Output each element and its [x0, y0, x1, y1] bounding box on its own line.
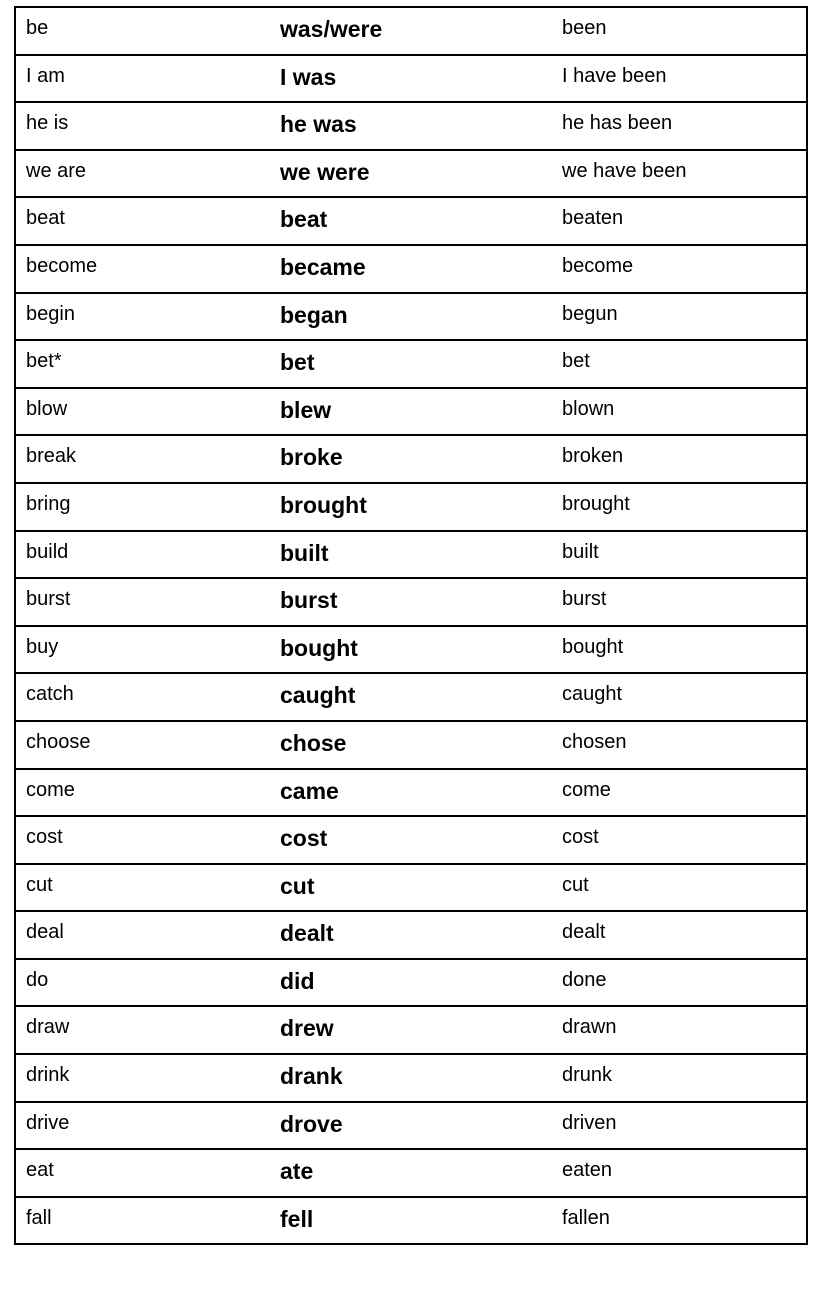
- past-simple-text: fell: [280, 1205, 314, 1232]
- past-participle-cell: [552, 816, 807, 864]
- past-simple-text: we were: [280, 158, 370, 185]
- table-row: [15, 340, 807, 388]
- base-form-text: choose: [26, 730, 91, 753]
- past-participle-cell: [552, 340, 807, 388]
- past-simple-cell: [270, 7, 552, 55]
- table-row: [15, 721, 807, 769]
- base-form-text: come: [26, 778, 75, 801]
- base-form-cell: [15, 55, 270, 103]
- past-simple-cell: [270, 626, 552, 674]
- base-form-text: burst: [26, 588, 71, 611]
- irregular-verbs-table: [14, 6, 808, 1245]
- past-simple-text: was/were: [280, 16, 383, 42]
- base-form-text: I am: [26, 64, 65, 87]
- past-participle-text: fallen: [562, 1206, 610, 1229]
- table-row: [15, 150, 807, 198]
- past-simple-cell: [270, 150, 552, 198]
- past-participle-cell: [552, 245, 807, 293]
- past-simple-text: did: [280, 967, 315, 994]
- past-participle-text: blown: [562, 397, 615, 420]
- base-form-cell: [15, 293, 270, 341]
- table-row: [15, 673, 807, 721]
- base-form-cell: [15, 626, 270, 674]
- base-form-text: fall: [26, 1206, 52, 1229]
- past-simple-cell: [270, 911, 552, 959]
- past-participle-cell: [552, 864, 807, 912]
- table-row: [15, 7, 807, 55]
- table-row: [15, 55, 807, 103]
- past-simple-text: burst: [280, 587, 338, 614]
- table-row: [15, 197, 807, 245]
- base-form-cell: [15, 673, 270, 721]
- table-row: [15, 245, 807, 293]
- table-row: [15, 483, 807, 531]
- past-simple-text: built: [280, 539, 329, 566]
- base-form-text: become: [26, 254, 98, 277]
- table-row: [15, 102, 807, 150]
- base-form-cell: [15, 197, 270, 245]
- past-simple-text: bought: [280, 634, 358, 661]
- past-simple-text: cost: [280, 825, 328, 852]
- past-simple-text: beat: [280, 206, 328, 233]
- past-simple-text: blew: [280, 396, 332, 423]
- base-form-text: catch: [26, 683, 74, 706]
- past-participle-cell: [552, 1149, 807, 1197]
- past-simple-cell: [270, 1102, 552, 1150]
- past-participle-text: cut: [562, 873, 589, 896]
- past-simple-cell: [270, 578, 552, 626]
- past-participle-text: become: [562, 254, 634, 277]
- past-participle-cell: [552, 388, 807, 436]
- table-row: [15, 626, 807, 674]
- base-form-text: bring: [26, 492, 71, 515]
- past-simple-cell: [270, 388, 552, 436]
- table-row: [15, 388, 807, 436]
- past-simple-cell: [270, 293, 552, 341]
- table-row: [15, 435, 807, 483]
- past-participle-text: we have been: [562, 159, 687, 182]
- past-participle-text: drawn: [562, 1016, 617, 1039]
- past-participle-cell: [552, 769, 807, 817]
- base-form-text: begin: [26, 302, 75, 325]
- past-participle-text: he has been: [562, 112, 673, 135]
- past-participle-cell: [552, 293, 807, 341]
- base-form-cell: [15, 959, 270, 1007]
- past-participle-text: bought: [562, 635, 624, 658]
- past-participle-text: come: [562, 778, 611, 801]
- past-participle-text: bet: [562, 350, 590, 373]
- base-form-cell: [15, 1197, 270, 1245]
- base-form-text: blow: [26, 397, 68, 420]
- past-simple-cell: [270, 1054, 552, 1102]
- past-simple-cell: [270, 721, 552, 769]
- base-form-cell: [15, 388, 270, 436]
- base-form-text: he is: [26, 112, 69, 135]
- past-participle-text: built: [562, 540, 599, 563]
- past-participle-text: been: [562, 17, 607, 39]
- past-participle-cell: [552, 578, 807, 626]
- past-participle-text: beaten: [562, 207, 624, 230]
- past-simple-cell: [270, 1006, 552, 1054]
- base-form-cell: [15, 340, 270, 388]
- base-form-text: beat: [26, 207, 65, 230]
- table-row: [15, 578, 807, 626]
- past-simple-cell: [270, 769, 552, 817]
- past-simple-text: caught: [280, 682, 356, 709]
- past-simple-text: came: [280, 777, 339, 804]
- base-form-text: be: [26, 17, 49, 39]
- past-simple-cell: [270, 55, 552, 103]
- past-participle-cell: [552, 7, 807, 55]
- base-form-text: cut: [26, 873, 53, 896]
- base-form-cell: [15, 245, 270, 293]
- past-participle-text: I have been: [562, 64, 667, 87]
- base-form-text: do: [26, 968, 49, 991]
- base-form-cell: [15, 483, 270, 531]
- base-form-cell: [15, 1149, 270, 1197]
- past-simple-text: cut: [280, 872, 315, 899]
- past-simple-cell: [270, 340, 552, 388]
- base-form-text: build: [26, 540, 69, 563]
- table-row: [15, 864, 807, 912]
- past-participle-cell: [552, 531, 807, 579]
- base-form-cell: [15, 864, 270, 912]
- table-row: [15, 1054, 807, 1102]
- past-participle-cell: [552, 626, 807, 674]
- past-participle-cell: [552, 673, 807, 721]
- table-row: [15, 769, 807, 817]
- base-form-text: eat: [26, 1159, 54, 1182]
- past-simple-text: bet: [280, 349, 315, 376]
- table-row: [15, 911, 807, 959]
- past-simple-text: drove: [280, 1110, 343, 1137]
- past-participle-text: begun: [562, 302, 618, 325]
- base-form-cell: [15, 721, 270, 769]
- past-participle-cell: [552, 721, 807, 769]
- past-participle-text: burst: [562, 588, 607, 611]
- past-participle-cell: [552, 959, 807, 1007]
- base-form-cell: [15, 911, 270, 959]
- table-row: [15, 1102, 807, 1150]
- past-simple-cell: [270, 197, 552, 245]
- past-simple-cell: [270, 864, 552, 912]
- table-row: [15, 959, 807, 1007]
- base-form-cell: [15, 578, 270, 626]
- past-participle-cell: [552, 911, 807, 959]
- past-participle-cell: [552, 102, 807, 150]
- past-participle-cell: [552, 1102, 807, 1150]
- base-form-text: bet*: [26, 350, 62, 373]
- past-simple-cell: [270, 245, 552, 293]
- past-simple-text: ate: [280, 1158, 314, 1185]
- past-participle-text: done: [562, 968, 607, 991]
- table-row: [15, 1197, 807, 1245]
- past-participle-text: dealt: [562, 921, 606, 944]
- table-row: [15, 1149, 807, 1197]
- base-form-cell: [15, 531, 270, 579]
- past-simple-cell: [270, 483, 552, 531]
- base-form-text: buy: [26, 635, 59, 658]
- base-form-text: drink: [26, 1064, 70, 1087]
- past-simple-text: he was: [280, 111, 357, 138]
- past-participle-text: broken: [562, 445, 624, 468]
- past-participle-text: cost: [562, 826, 599, 849]
- base-form-cell: [15, 1054, 270, 1102]
- base-form-text: deal: [26, 921, 64, 944]
- past-simple-cell: [270, 531, 552, 579]
- past-simple-cell: [270, 1197, 552, 1245]
- past-participle-text: brought: [562, 492, 630, 515]
- base-form-cell: [15, 816, 270, 864]
- past-participle-cell: [552, 435, 807, 483]
- base-form-cell: [15, 769, 270, 817]
- table-row: [15, 293, 807, 341]
- base-form-cell: [15, 1102, 270, 1150]
- past-simple-cell: [270, 673, 552, 721]
- past-simple-text: dealt: [280, 920, 334, 947]
- past-participle-cell: [552, 1054, 807, 1102]
- past-simple-cell: [270, 816, 552, 864]
- table-row: [15, 1006, 807, 1054]
- past-simple-text: became: [280, 253, 366, 280]
- base-form-text: cost: [26, 826, 63, 849]
- base-form-cell: [15, 150, 270, 198]
- past-participle-text: driven: [562, 1111, 617, 1134]
- base-form-text: we are: [26, 159, 87, 182]
- base-form-text: break: [26, 445, 77, 468]
- past-participle-text: chosen: [562, 730, 627, 753]
- past-participle-cell: [552, 1197, 807, 1245]
- base-form-cell: [15, 7, 270, 55]
- past-participle-cell: [552, 55, 807, 103]
- past-simple-text: drew: [280, 1015, 334, 1042]
- base-form-text: draw: [26, 1016, 70, 1039]
- base-form-text: drive: [26, 1111, 70, 1134]
- past-simple-cell: [270, 435, 552, 483]
- past-participle-cell: [552, 1006, 807, 1054]
- base-form-cell: [15, 1006, 270, 1054]
- past-participle-text: caught: [562, 683, 623, 706]
- past-simple-text: drank: [280, 1063, 343, 1090]
- past-participle-text: drunk: [562, 1064, 613, 1087]
- past-simple-cell: [270, 102, 552, 150]
- base-form-cell: [15, 435, 270, 483]
- past-participle-text: eaten: [562, 1159, 613, 1182]
- verb-table-body: [15, 7, 807, 1244]
- table-row: [15, 531, 807, 579]
- past-participle-cell: [552, 150, 807, 198]
- past-participle-cell: [552, 197, 807, 245]
- past-simple-text: began: [280, 301, 348, 328]
- past-simple-cell: [270, 959, 552, 1007]
- past-participle-cell: [552, 483, 807, 531]
- base-form-cell: [15, 102, 270, 150]
- table-row: [15, 816, 807, 864]
- past-simple-text: I was: [280, 63, 337, 90]
- past-simple-cell: [270, 1149, 552, 1197]
- past-simple-text: broke: [280, 444, 343, 471]
- past-simple-text: brought: [280, 491, 367, 518]
- past-simple-text: chose: [280, 729, 347, 756]
